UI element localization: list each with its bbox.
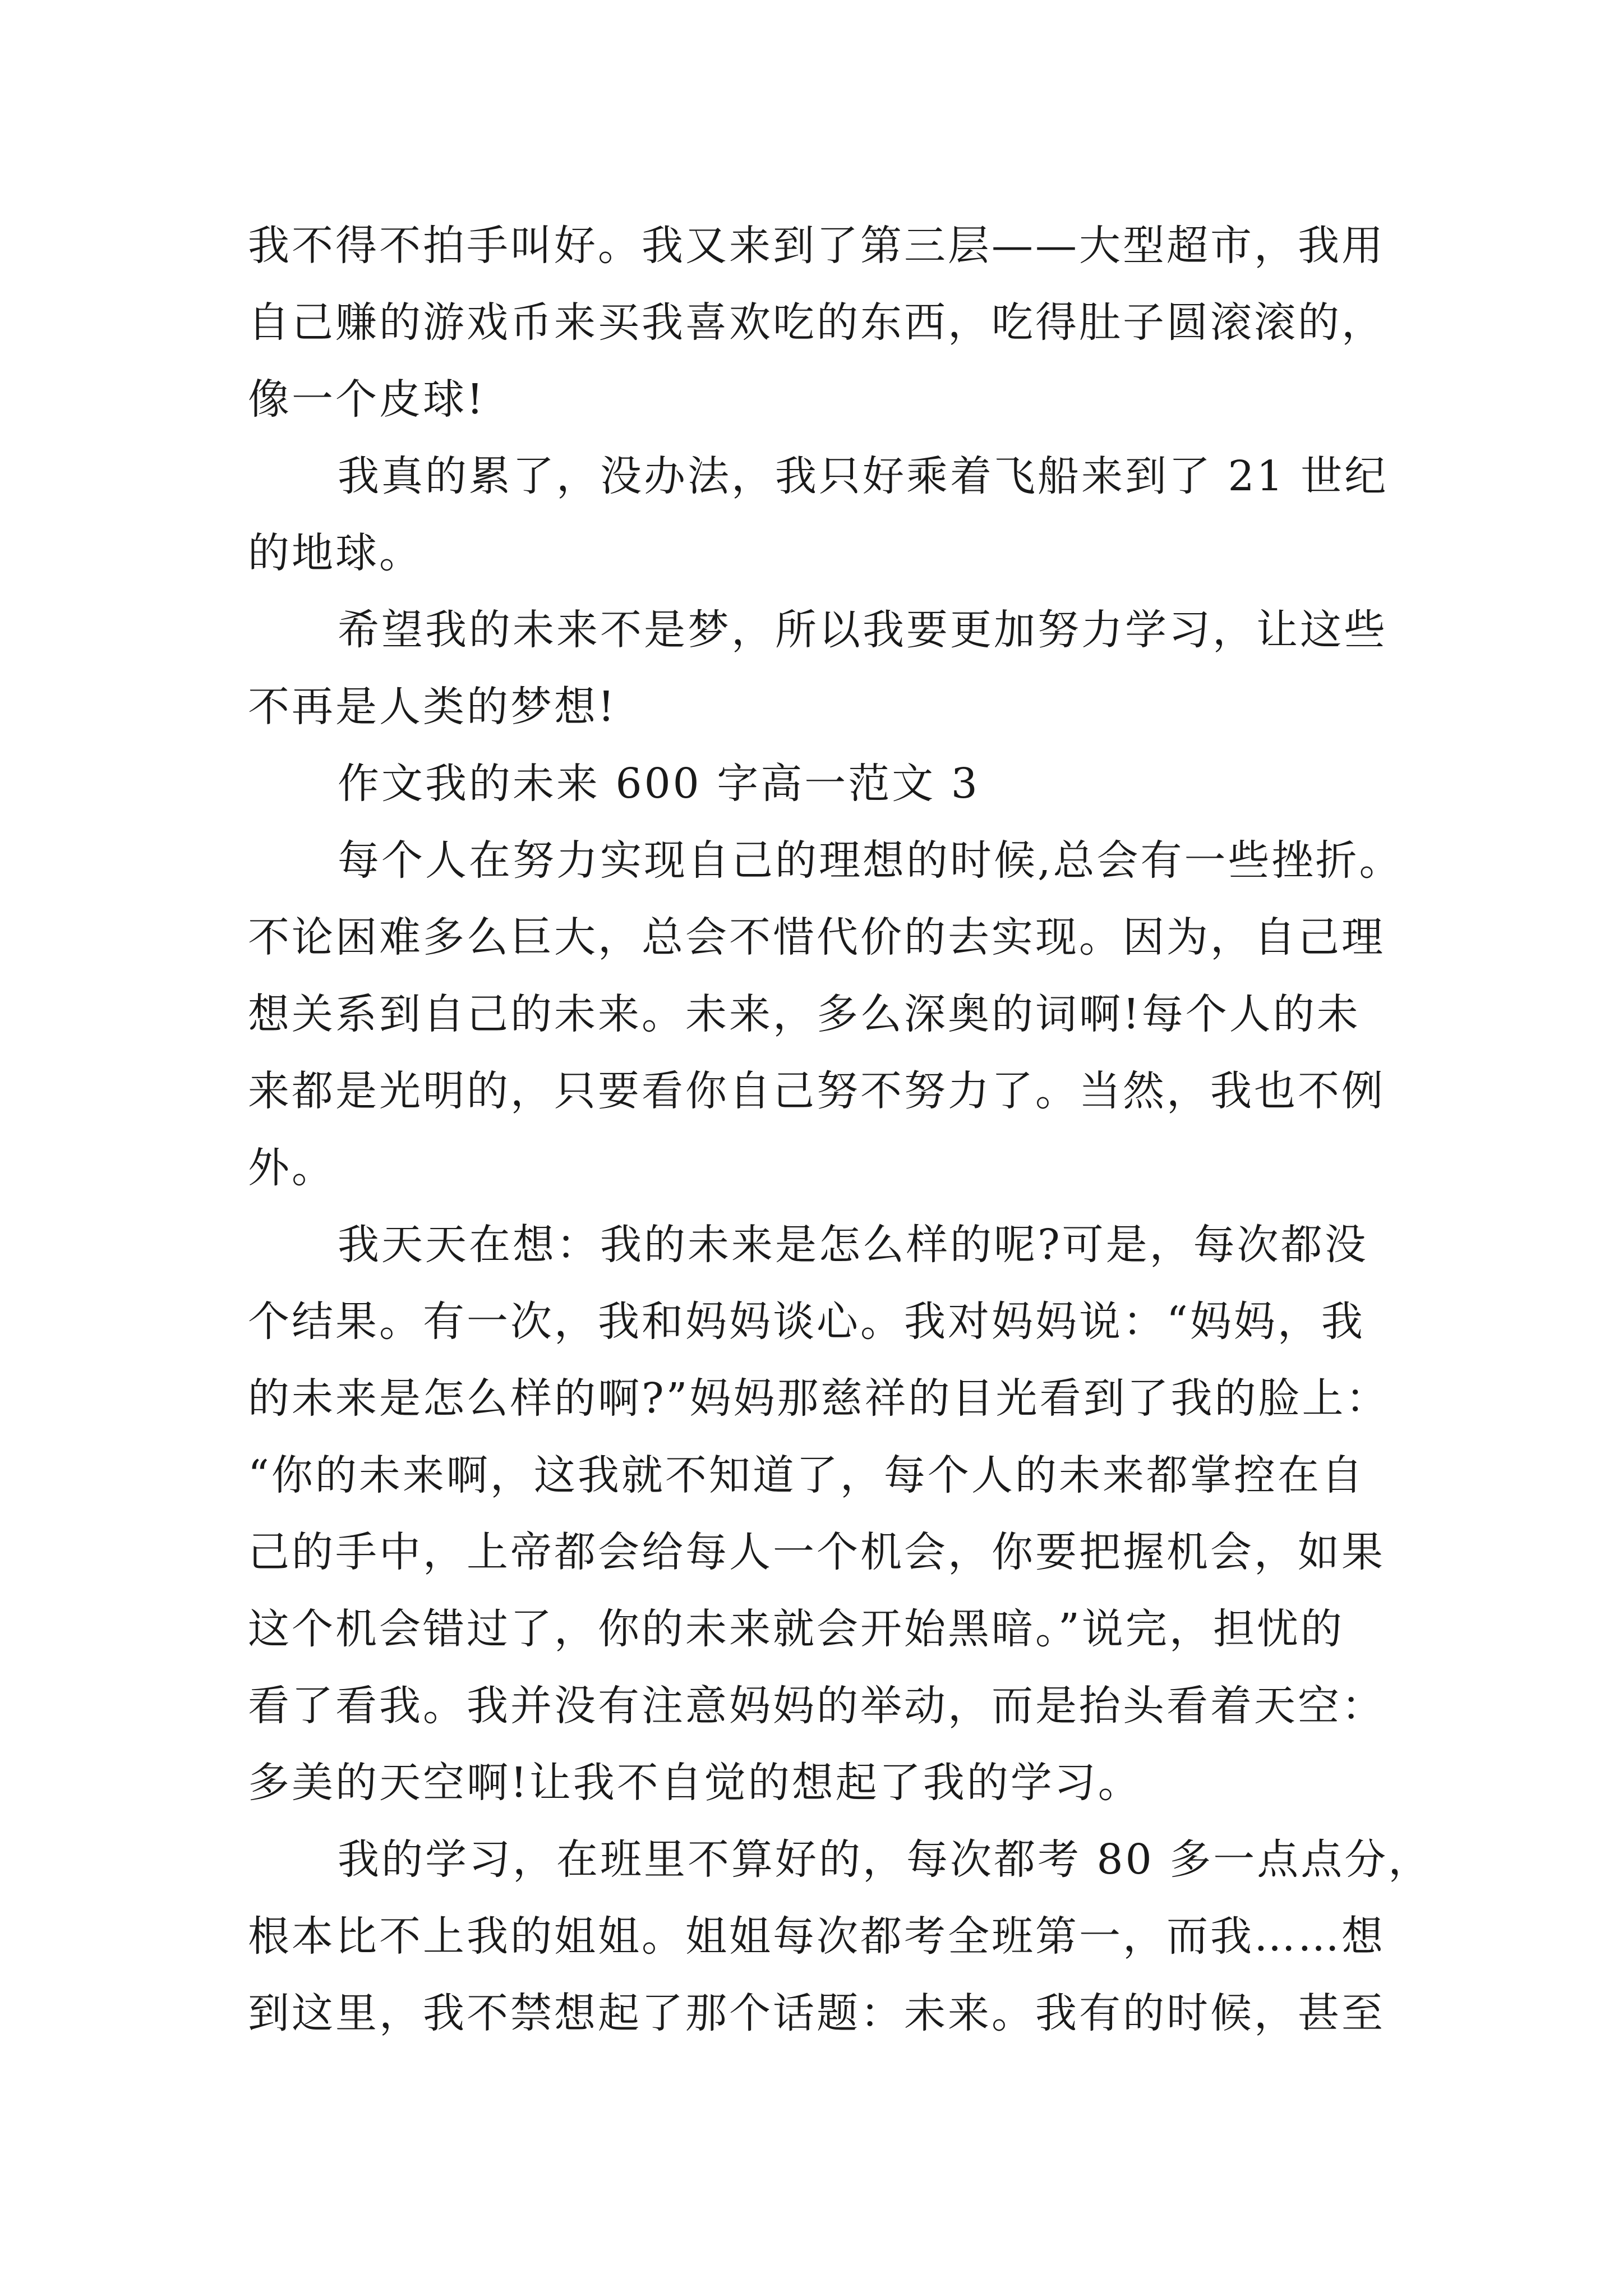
text-line: 这个机会错过了，你的未来就会开始黑暗。”说完，担忧的 — [248, 1605, 1344, 1653]
text-line: 我不得不拍手叫好。我又来到了第三层——大型超市，我用 — [248, 222, 1385, 270]
section-heading: 作文我的未来 600 字高一范文 3 — [338, 760, 980, 808]
text-line: 不再是人类的梦想! — [248, 683, 617, 731]
paragraph-first-line: 我天天在想：我的未来是怎么样的呢?可是，每次都没 — [338, 1221, 1368, 1269]
paragraph-first-line: 希望我的未来不是梦，所以我要更加努力学习，让这些 — [338, 606, 1387, 654]
text-line: 的地球。 — [248, 529, 423, 577]
text-line: 己的手中，上帝都会给每人一个机会，你要把握机会，如果 — [248, 1528, 1385, 1576]
paragraph-first-line: 我的学习，在班里不算好的，每次都考 80 多一点点分， — [338, 1835, 1432, 1884]
text-line: 来都是光明的，只要看你自己努不努力了。当然，我也不例 — [248, 1067, 1385, 1115]
text-line: 个结果。有一次，我和妈妈谈心。我对妈妈说：“妈妈，我 — [248, 1297, 1365, 1346]
text-line: 看了看我。我并没有注意妈妈的举动，而是抬头看着天空： — [248, 1682, 1385, 1730]
text-line: 外。 — [248, 1144, 335, 1192]
text-line: 不论困难多么巨大，总会不惜代价的去实现。因为，自己理 — [248, 913, 1385, 961]
text-line: 到这里，我不禁想起了那个话题：未来。我有的时候，甚至 — [248, 1989, 1385, 2037]
paragraph-first-line: 我真的累了，没办法，我只好乘着飞船来到了 21 世纪 — [338, 452, 1389, 500]
text-line: 多美的天空啊!让我不自觉的想起了我的学习。 — [248, 1759, 1142, 1807]
paragraph-first-line: 每个人在努力实现自己的理想的时候,总会有一些挫折。 — [338, 836, 1403, 885]
text-line: 的未来是怎么样的啊?”妈妈那慈祥的目光看到了我的脸上： — [248, 1374, 1390, 1423]
text-line: 根本比不上我的姐姐。姐姐每次都考全班第一，而我……想 — [248, 1912, 1385, 1961]
text-line: 像一个皮球! — [248, 375, 486, 424]
text-line: 想关系到自己的未来。未来，多么深奥的词啊!每个人的未 — [248, 990, 1361, 1038]
text-line: 自己赚的游戏币来买我喜欢吃的东西，吃得肚子圆滚滚的， — [248, 298, 1385, 347]
document-body — [248, 208, 1448, 2052]
text-line: “你的未来啊，这我就不知道了，每个人的未来都掌控在自 — [248, 1451, 1365, 1499]
